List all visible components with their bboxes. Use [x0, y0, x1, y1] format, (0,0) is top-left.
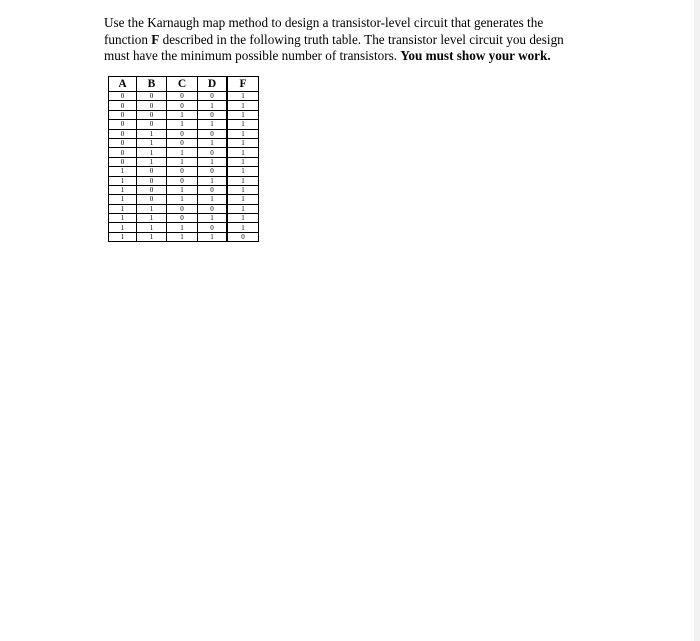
- cell-a: 0: [109, 148, 137, 157]
- cell-b: 0: [137, 185, 167, 194]
- table-row: [109, 204, 259, 213]
- cell-b: 1: [137, 214, 167, 223]
- cell-b: 1: [137, 138, 167, 147]
- cell-a: 1: [109, 204, 137, 213]
- table-row: [109, 223, 259, 232]
- cell-f: 0: [227, 232, 259, 241]
- cell-a: 0: [109, 129, 137, 138]
- cell-d: 0: [198, 129, 228, 138]
- question-text: [104, 15, 604, 65]
- question-line-2: [104, 32, 604, 49]
- cell-b: 1: [137, 204, 167, 213]
- page-edge: [694, 0, 700, 641]
- cell-f: 1: [227, 129, 259, 138]
- cell-f: 1: [227, 223, 259, 232]
- cell-c: 1: [167, 157, 198, 166]
- table-row: [109, 185, 259, 194]
- table-row: [109, 129, 259, 138]
- show-work-note: You must show your work.: [400, 48, 551, 63]
- cell-d: 1: [198, 138, 228, 147]
- cell-b: 0: [137, 176, 167, 185]
- cell-d: 0: [198, 223, 228, 232]
- cell-c: 0: [167, 204, 198, 213]
- cell-c: 1: [167, 223, 198, 232]
- cell-f: 1: [227, 214, 259, 223]
- cell-d: 0: [198, 167, 228, 176]
- cell-d: 1: [198, 101, 228, 110]
- question-line-3-start: must have the minimum possible number of transistors.: [104, 48, 401, 63]
- cell-d: 0: [198, 185, 228, 194]
- cell-b: 1: [137, 157, 167, 166]
- truth-table-body: [109, 92, 259, 242]
- table-row: [109, 176, 259, 185]
- question-line-2-start: function: [104, 31, 152, 47]
- cell-a: 1: [109, 223, 137, 232]
- cell-b: 0: [137, 120, 167, 129]
- cell-a: 0: [109, 138, 137, 147]
- function-name: F: [151, 31, 160, 47]
- cell-d: 1: [198, 176, 228, 185]
- cell-b: 0: [137, 195, 167, 204]
- table-row: [109, 148, 259, 157]
- cell-f: 1: [227, 195, 259, 204]
- table-row: [109, 101, 259, 110]
- cell-f: 1: [227, 167, 259, 176]
- cell-d: 0: [198, 110, 228, 119]
- cell-a: 1: [109, 214, 137, 223]
- table-row: [109, 214, 259, 223]
- cell-c: 1: [167, 185, 198, 194]
- table-header-row: [109, 77, 259, 92]
- cell-f: 1: [227, 92, 259, 101]
- cell-b: 1: [137, 129, 167, 138]
- cell-f: 1: [227, 101, 259, 110]
- column-header-f: F: [227, 77, 259, 92]
- cell-f: 1: [227, 157, 259, 166]
- cell-a: 0: [109, 157, 137, 166]
- cell-b: 1: [137, 148, 167, 157]
- column-header-b: B: [137, 77, 167, 92]
- table-row: [109, 138, 259, 147]
- table-row: [109, 157, 259, 166]
- cell-d: 1: [198, 120, 228, 129]
- cell-c: 1: [167, 148, 198, 157]
- column-header-d: D: [198, 77, 228, 92]
- question-line-1: Use the Karnaugh map method to design a transistor-level circuit that generates the: [104, 15, 544, 30]
- cell-f: 1: [227, 110, 259, 119]
- cell-c: 0: [167, 214, 198, 223]
- question-line-3: [104, 48, 604, 65]
- cell-a: 1: [109, 232, 137, 241]
- cell-a: 0: [109, 92, 137, 101]
- cell-d: 1: [198, 232, 228, 241]
- cell-b: 0: [137, 92, 167, 101]
- table-row: [109, 110, 259, 119]
- cell-c: 0: [167, 138, 198, 147]
- cell-b: 0: [137, 167, 167, 176]
- cell-b: 1: [137, 223, 167, 232]
- column-header-a: A: [109, 77, 137, 92]
- cell-d: 1: [198, 157, 228, 166]
- question-line-2-end: described in the following truth table. The transistor level circuit you design: [159, 31, 564, 47]
- cell-a: 0: [109, 101, 137, 110]
- cell-d: 0: [198, 92, 228, 101]
- table-row: [109, 232, 259, 241]
- table-row: [109, 195, 259, 204]
- cell-b: 1: [137, 232, 167, 241]
- cell-a: 1: [109, 176, 137, 185]
- cell-b: 0: [137, 101, 167, 110]
- cell-c: 0: [167, 176, 198, 185]
- cell-f: 1: [227, 138, 259, 147]
- truth-table: [108, 76, 259, 242]
- cell-c: 1: [167, 120, 198, 129]
- cell-a: 0: [109, 120, 137, 129]
- cell-c: 0: [167, 92, 198, 101]
- cell-c: 0: [167, 129, 198, 138]
- cell-a: 0: [109, 110, 137, 119]
- cell-d: 1: [198, 195, 228, 204]
- cell-f: 1: [227, 176, 259, 185]
- cell-c: 1: [167, 110, 198, 119]
- cell-a: 1: [109, 195, 137, 204]
- cell-d: 0: [198, 148, 228, 157]
- cell-f: 1: [227, 185, 259, 194]
- cell-d: 1: [198, 214, 228, 223]
- cell-a: 1: [109, 167, 137, 176]
- column-header-c: C: [167, 77, 198, 92]
- cell-d: 0: [198, 204, 228, 213]
- cell-f: 1: [227, 120, 259, 129]
- table-row: [109, 167, 259, 176]
- cell-c: 0: [167, 167, 198, 176]
- table-row: [109, 92, 259, 101]
- table-row: [109, 120, 259, 129]
- cell-f: 1: [227, 148, 259, 157]
- cell-c: 0: [167, 101, 198, 110]
- cell-a: 1: [109, 185, 137, 194]
- cell-c: 1: [167, 232, 198, 241]
- cell-b: 0: [137, 110, 167, 119]
- cell-c: 1: [167, 195, 198, 204]
- cell-f: 1: [227, 204, 259, 213]
